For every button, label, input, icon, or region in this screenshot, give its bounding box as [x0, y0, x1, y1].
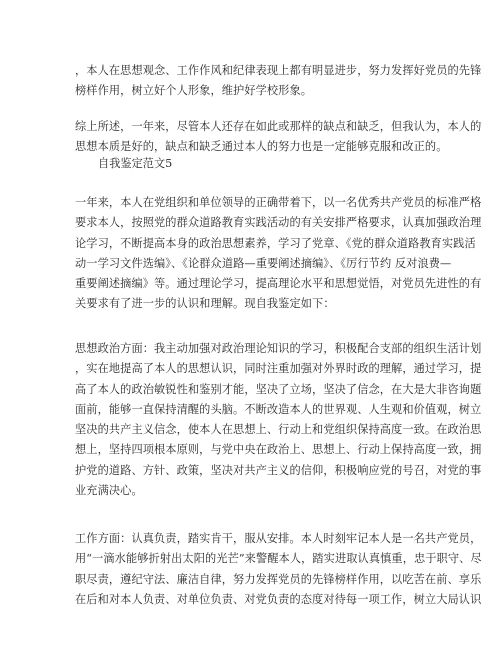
text-line: 论学习，不断提高本身的政治思想素养，学习了党章、《党的群众道路教育实践活: [75, 236, 476, 250]
text-line: 高了本人的政治敏锐性和鉴别才能，坚决了立场，坚决了信念，在大是大非咨询题: [75, 382, 482, 396]
text-line: ，本人在思想观念、工作作风和纪律表现上都有明显进步，努力发挥好党员的先锋: [75, 64, 482, 77]
text-line: 在后和对本人负责、对单位负责、对党负责的态度对待每一项工作，树立大局认识: [75, 592, 482, 606]
paragraph-summary: [75, 117, 482, 158]
text-line: 综上所述，一年来，尽管本人还存在如此或那样的缺点和缺乏，但我认为，本人的: [75, 120, 482, 133]
text-line: ，实在地提高了本人的思想认识，同时注重加强对外界时政的理解，通过学习，提: [75, 362, 482, 376]
text-line: 职尽责，遵纪守法、廉洁自律，努力发挥党员的先锋榜样作用，以吃苦在前、享乐: [75, 572, 482, 586]
text-line: 面前，能够一直保持清醒的头脑。不断改造本人的世界观、人生观和价值观，树立: [75, 402, 482, 416]
section-heading: 自我鉴定范文5: [98, 157, 173, 170]
text-line: 业充满决心。: [75, 484, 143, 498]
text-line: 坚决的共产主义信念，使本人在思想上、行动上和党组织保持高度一致。在政治思: [75, 423, 482, 437]
text-line: 思想政治方面：我主动加强对政治理论知识的学习，积极配合支部的组织生活计划: [75, 342, 482, 355]
text-line: 榜样作用，树立好个人形象，维护好学校形象。: [75, 84, 313, 98]
text-line: 重要阐述摘编》等。通过理论学习，提高理论水平和思想觉悟，对党员先进性的有: [75, 277, 482, 291]
paragraph-political-thought: [75, 339, 482, 501]
text-line: 工作方面：认真负责，踏实肯干，服从安排。本人时刻牢记本人是一名共产党员，: [75, 532, 482, 545]
text-line: 要求本人，按照党的群众道路教育实践活动的有关安排严格要求，认真加强政治理: [75, 216, 482, 230]
text-line: 想上，坚持四项根本原则，与党中央在政治上、思想上、行动上保持高度一致，拥: [75, 443, 482, 457]
text-line: 用“一滴水能够折射出太阳的光芒”来警醒本人，踏实进取认真慎重，忠于职守、尽: [75, 552, 482, 566]
text-line: 一年来，本人在党组织和单位领导的正确带着下，以一名优秀共产党员的标准严格: [75, 196, 482, 209]
text-line: 关要求有了进一步的认识和理解。现自我鉴定如下：: [75, 297, 335, 311]
paragraph-conclusion-continued: [75, 61, 482, 102]
text-line: 动一学习文件选编》、《论群众道路—重要阐述摘编》、《厉行节约 反对浪费—: [75, 256, 452, 270]
paragraph-work: [75, 529, 482, 610]
paragraph-intro: [75, 193, 482, 315]
text-line: 护党的道路、方针、政策，坚决对共产主义的信仰，积极响应党的号召，对党的事: [75, 463, 482, 477]
text-line: 思想本质是好的，缺点和缺乏通过本人的努力也是一定能够克服和改正的。: [75, 140, 448, 154]
